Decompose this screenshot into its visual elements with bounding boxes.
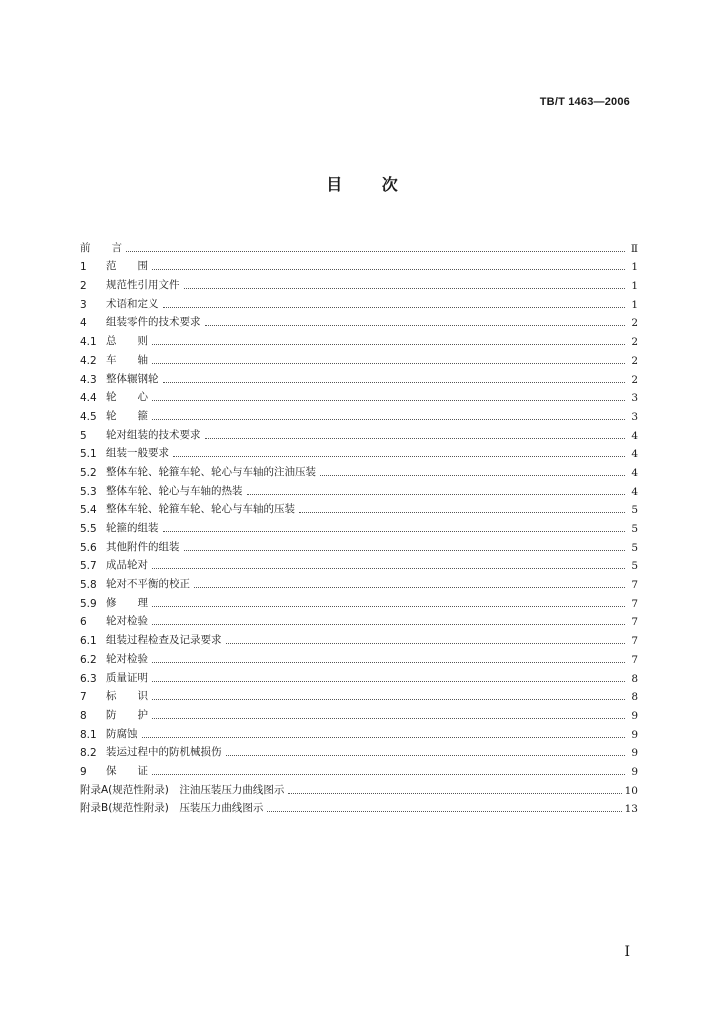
toc-entry-page: 5 bbox=[631, 504, 638, 517]
toc-entry-number: 6.1 bbox=[80, 635, 97, 648]
toc-entry-page: 2 bbox=[631, 317, 638, 330]
toc-entry[interactable] bbox=[80, 666, 638, 685]
toc-entry[interactable] bbox=[80, 292, 638, 311]
toc-entry-page: 2 bbox=[631, 373, 638, 386]
dot-leader bbox=[142, 736, 626, 738]
toc-entry[interactable] bbox=[80, 591, 638, 610]
toc-entry-title: 防 护 bbox=[106, 708, 148, 721]
dot-leader bbox=[126, 250, 625, 252]
toc-entry-page: 5 bbox=[631, 541, 638, 554]
toc-entry-page: 2 bbox=[631, 354, 638, 367]
toc-entry-number: 8.2 bbox=[80, 747, 97, 760]
toc-entry[interactable] bbox=[80, 610, 638, 629]
dot-leader bbox=[184, 287, 626, 289]
dot-leader bbox=[194, 586, 625, 588]
toc-entry-page: 7 bbox=[631, 635, 638, 648]
toc-entry-page: 9 bbox=[631, 765, 638, 778]
dot-leader bbox=[247, 493, 626, 495]
toc-entry-title: 整体车轮、轮心与车轴的热装 bbox=[106, 484, 243, 497]
dot-leader bbox=[205, 437, 626, 439]
toc-entry[interactable] bbox=[80, 386, 638, 405]
dot-leader bbox=[152, 605, 625, 607]
toc-entry-title: 整体车轮、轮箍车轮、轮心与车轴的压装 bbox=[106, 503, 295, 516]
toc-entry-title: 保 证 bbox=[106, 764, 148, 777]
toc-entry-number: 3 bbox=[80, 298, 87, 311]
toc-entry-number: 6.2 bbox=[80, 653, 97, 666]
toc-entry-number: 5.4 bbox=[80, 504, 97, 517]
toc-entry-number: 5.3 bbox=[80, 485, 97, 498]
toc-entry[interactable] bbox=[80, 741, 638, 760]
toc-entry-number: 4.2 bbox=[80, 354, 97, 367]
toc-entry-title: 装运过程中的防机械损伤 bbox=[106, 746, 222, 759]
dot-leader bbox=[152, 418, 625, 420]
toc-entry[interactable] bbox=[80, 236, 638, 255]
toc-entry-title: 轮 箍 bbox=[106, 409, 148, 422]
toc-entry-title: 组装过程检查及记录要求 bbox=[106, 634, 222, 647]
toc-entry-page: 1 bbox=[631, 261, 638, 274]
toc-entry-title: 轮对组装的技术要求 bbox=[106, 428, 201, 441]
toc-entry-page: 4 bbox=[631, 466, 638, 479]
toc-entry[interactable] bbox=[80, 516, 638, 535]
toc-entry-number: 8.1 bbox=[80, 728, 97, 741]
toc-entry[interactable] bbox=[80, 442, 638, 461]
toc-entry-page: 2 bbox=[631, 336, 638, 349]
dot-leader bbox=[226, 642, 626, 644]
toc-entry-number: 5.8 bbox=[80, 579, 97, 592]
toc-entry-page: 7 bbox=[631, 653, 638, 666]
toc-entry[interactable] bbox=[80, 367, 638, 386]
toc-entry[interactable] bbox=[80, 797, 638, 816]
table-of-contents bbox=[80, 236, 638, 815]
toc-entry-title: 组装一般要求 bbox=[106, 447, 169, 460]
toc-entry[interactable] bbox=[80, 572, 638, 591]
toc-entry[interactable] bbox=[80, 703, 638, 722]
toc-entry-page: 4 bbox=[631, 448, 638, 461]
dot-leader bbox=[152, 661, 625, 663]
dot-leader bbox=[152, 362, 625, 364]
toc-entry-page: 7 bbox=[631, 597, 638, 610]
standard-code: TB/T 1463—2006 bbox=[539, 96, 630, 108]
toc-entry-number: 9 bbox=[80, 765, 87, 778]
toc-entry-number: 4.4 bbox=[80, 392, 97, 405]
toc-entry-title: 规范性引用文件 bbox=[106, 279, 180, 292]
toc-entry-number: 5.5 bbox=[80, 523, 97, 535]
toc-entry[interactable] bbox=[80, 778, 638, 797]
toc-entry-number: 5.9 bbox=[80, 597, 97, 610]
toc-entry-title: 轮 心 bbox=[106, 391, 148, 404]
toc-entry[interactable] bbox=[80, 498, 638, 517]
toc-entry-title: 组装零件的技术要求 bbox=[106, 316, 201, 329]
toc-entry[interactable] bbox=[80, 685, 638, 704]
toc-entry[interactable] bbox=[80, 423, 638, 442]
toc-entry-page: 10 bbox=[624, 784, 638, 797]
toc-entry-title: 标 识 bbox=[106, 690, 148, 703]
toc-entry-title: 术语和定义 bbox=[106, 297, 159, 310]
toc-entry-page: 5 bbox=[631, 560, 638, 573]
toc-entry-page: Ⅱ bbox=[630, 242, 638, 255]
toc-entry-page: 3 bbox=[631, 410, 638, 423]
toc-entry[interactable] bbox=[80, 273, 638, 292]
toc-entry-page: 13 bbox=[624, 803, 638, 816]
dot-leader bbox=[152, 680, 625, 682]
dot-leader bbox=[152, 268, 625, 270]
toc-entry-page: 1 bbox=[631, 298, 638, 311]
toc-entry-number: 6 bbox=[80, 616, 87, 629]
toc-entry-number: 2 bbox=[80, 280, 87, 293]
dot-leader bbox=[267, 810, 621, 812]
dot-leader bbox=[163, 381, 626, 383]
toc-entry[interactable] bbox=[80, 759, 638, 778]
dot-leader bbox=[163, 530, 626, 532]
toc-entry-title: 轮对不平衡的校正 bbox=[106, 578, 190, 591]
dot-leader bbox=[173, 455, 625, 457]
toc-entry[interactable] bbox=[80, 329, 638, 348]
toc-entry[interactable] bbox=[80, 348, 638, 367]
toc-entry-title: 附录A(规范性附录) 注油压装压力曲线图示 bbox=[80, 783, 285, 796]
toc-entry[interactable] bbox=[80, 554, 638, 573]
toc-entry-title: 轮对检验 bbox=[106, 652, 148, 665]
toc-entry-title: 修 理 bbox=[106, 596, 148, 609]
dot-leader bbox=[320, 474, 625, 476]
dot-leader bbox=[288, 792, 621, 794]
toc-entry-title: 防腐蚀 bbox=[106, 727, 138, 740]
toc-entry-title: 车 轴 bbox=[106, 353, 148, 366]
toc-entry-number: 4.1 bbox=[80, 336, 97, 349]
toc-entry-page: 1 bbox=[631, 280, 638, 293]
toc-entry-title: 轮箍的组装 bbox=[106, 522, 159, 534]
dot-leader bbox=[152, 567, 625, 569]
toc-entry-number: 5.2 bbox=[80, 466, 97, 479]
toc-entry-page: 9 bbox=[631, 747, 638, 760]
toc-entry-page: 9 bbox=[631, 709, 638, 722]
toc-entry-number: 5.7 bbox=[80, 560, 97, 573]
toc-entry-title: 附录B(规范性附录) 压装压力曲线图示 bbox=[80, 802, 264, 815]
toc-entry[interactable] bbox=[80, 647, 638, 666]
toc-entry[interactable] bbox=[80, 460, 638, 479]
toc-entry-page: 5 bbox=[631, 523, 638, 535]
toc-entry-page: 8 bbox=[631, 691, 638, 704]
toc-entry-page: 3 bbox=[631, 392, 638, 405]
dot-leader bbox=[152, 698, 625, 700]
dot-leader bbox=[152, 717, 625, 719]
toc-entry-title: 质量证明 bbox=[106, 671, 148, 684]
toc-entry-page: 9 bbox=[631, 728, 638, 741]
dot-leader bbox=[184, 549, 626, 551]
toc-entry[interactable] bbox=[80, 628, 638, 647]
toc-entry-number: 5.1 bbox=[80, 448, 97, 461]
dot-leader bbox=[152, 773, 625, 775]
toc-entry-page: 7 bbox=[631, 579, 638, 592]
toc-entry[interactable] bbox=[80, 255, 638, 274]
dot-leader bbox=[226, 754, 626, 756]
dot-leader bbox=[152, 399, 625, 401]
toc-entry-title: 其他附件的组装 bbox=[106, 540, 180, 553]
toc-entry-page: 7 bbox=[631, 616, 638, 629]
toc-entry-page: 4 bbox=[631, 485, 638, 498]
dot-leader bbox=[163, 306, 626, 308]
page-number: I bbox=[624, 944, 630, 960]
toc-entry[interactable] bbox=[80, 535, 638, 554]
toc-entry-title: 成品轮对 bbox=[106, 559, 148, 572]
toc-entry-title: 整体辗钢轮 bbox=[106, 372, 159, 385]
dot-leader bbox=[205, 324, 626, 326]
toc-entry[interactable] bbox=[80, 479, 638, 498]
toc-entry-number: 6.3 bbox=[80, 672, 97, 685]
toc-entry[interactable] bbox=[80, 722, 638, 741]
toc-entry-number: 7 bbox=[80, 691, 87, 704]
toc-entry-number: 5.6 bbox=[80, 541, 97, 554]
toc-entry-number: 4 bbox=[80, 317, 87, 330]
toc-entry[interactable] bbox=[80, 404, 638, 423]
toc-entry-number: 1 bbox=[80, 261, 87, 274]
toc-entry-number: 8 bbox=[80, 709, 87, 722]
toc-entry-page: 8 bbox=[631, 672, 638, 685]
dot-leader bbox=[299, 511, 625, 513]
dot-leader bbox=[152, 343, 625, 345]
dot-leader bbox=[152, 623, 625, 625]
toc-entry-title: 轮对检验 bbox=[106, 615, 148, 628]
toc-entry-title: 范 围 bbox=[106, 260, 148, 273]
toc-entry-title: 整体车轮、轮箍车轮、轮心与车轴的注油压装 bbox=[106, 465, 316, 478]
toc-entry[interactable] bbox=[80, 311, 638, 330]
toc-entry-number: 4.3 bbox=[80, 373, 97, 386]
toc-entry-title: 总 则 bbox=[106, 335, 148, 348]
toc-entry-number: 4.5 bbox=[80, 410, 97, 423]
toc-entry-page: 4 bbox=[631, 429, 638, 442]
toc-entry-number: 5 bbox=[80, 429, 87, 442]
toc-entry-title: 前 言 bbox=[80, 241, 122, 254]
toc-title: 目 次 bbox=[326, 175, 398, 194]
